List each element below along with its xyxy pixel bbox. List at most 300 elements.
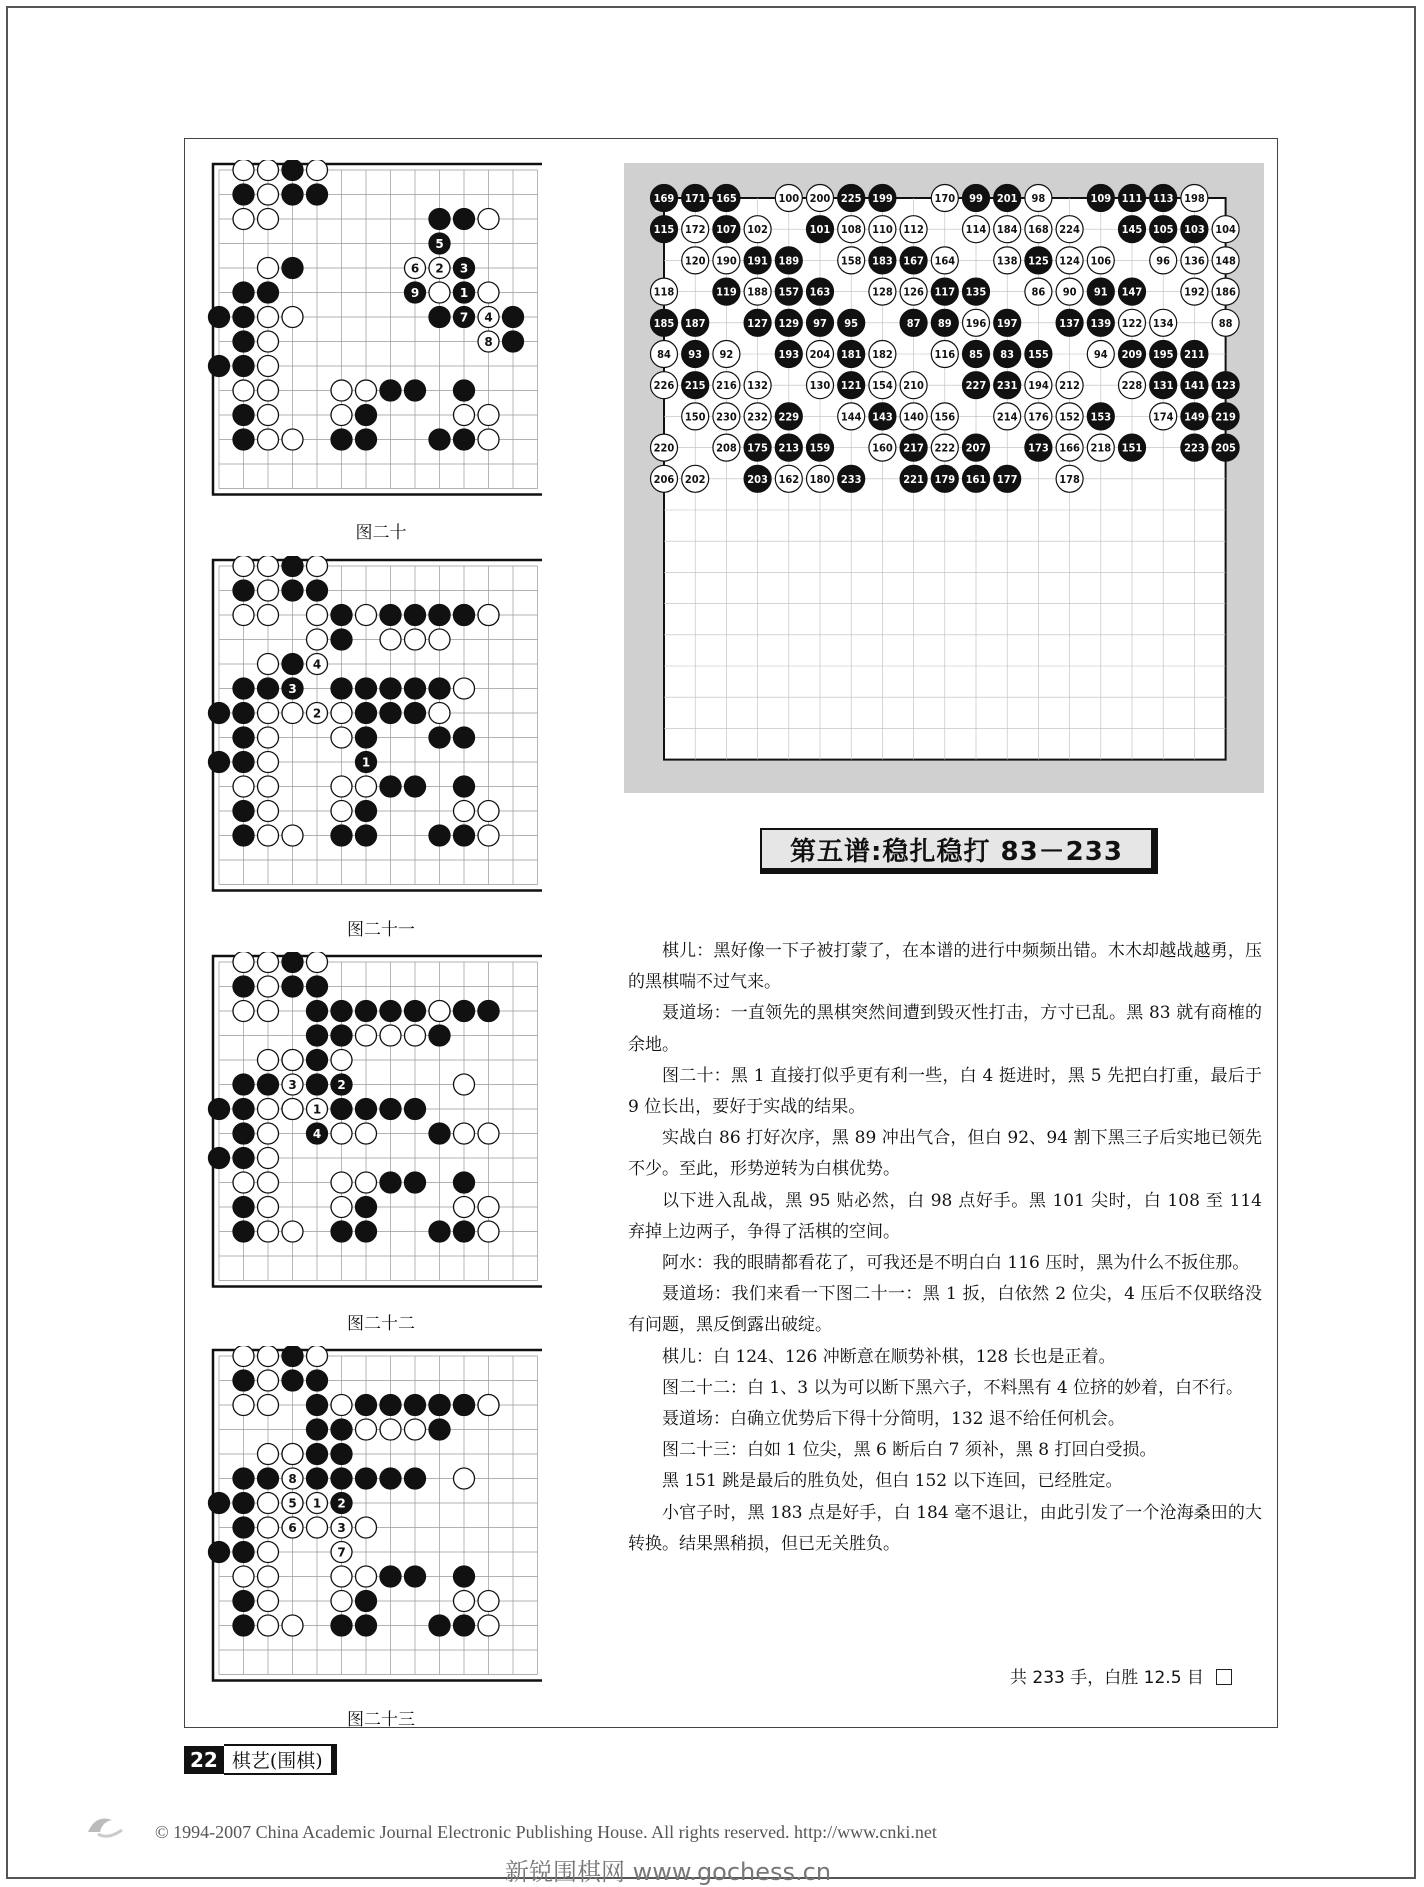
- move-number: 4: [484, 310, 493, 325]
- black-stone: [503, 307, 524, 328]
- white-stone: [233, 160, 254, 181]
- black-stone: [900, 247, 927, 274]
- black-stone: [1119, 278, 1146, 305]
- black-stone: [356, 801, 377, 822]
- white-stone: [307, 1493, 328, 1514]
- white-stone: [869, 341, 896, 368]
- white-stone: [331, 1197, 352, 1218]
- black-stone: [429, 209, 450, 230]
- black-stone: [233, 678, 254, 699]
- black-stone: [1119, 341, 1146, 368]
- white-stone: [713, 341, 740, 368]
- black-stone: [1181, 403, 1208, 430]
- black-stone: [775, 403, 802, 430]
- white-stone: [331, 405, 352, 426]
- white-stone: [258, 703, 279, 724]
- white-stone: [931, 341, 958, 368]
- move-number: 182: [872, 348, 893, 361]
- move-number: 4: [312, 1127, 322, 1141]
- black-stone: [838, 465, 865, 492]
- move-number: 178: [1059, 472, 1080, 486]
- magazine-name: 棋艺(围棋): [224, 1744, 337, 1775]
- white-stone: [331, 380, 352, 401]
- white-stone: [682, 403, 709, 430]
- black-stone: [1119, 434, 1146, 461]
- black-stone: [454, 282, 475, 303]
- black-stone: [307, 1468, 328, 1489]
- black-stone: [454, 307, 475, 328]
- move-number: 181: [840, 348, 862, 361]
- black-stone: [775, 434, 802, 461]
- move-number: 90: [1062, 285, 1077, 299]
- move-number: 161: [965, 472, 987, 486]
- white-stone: [331, 1591, 352, 1612]
- move-number: 122: [1121, 316, 1143, 330]
- paragraph: 以下进入乱战，黑 95 贴必然，白 98 点好手。黑 101 尖时，白 108 至 114 弃掉上边两子，争得了活棋的空间。: [628, 1190, 1262, 1242]
- end-mark-icon: [1216, 1669, 1232, 1685]
- paragraph: 图二十三：白如 1 位尖，黑 6 断后白 7 须补，黑 8 打回白受损。: [662, 1440, 1157, 1461]
- black-stone: [209, 1493, 230, 1514]
- move-number: 233: [840, 472, 862, 486]
- move-number: 225: [840, 192, 862, 205]
- black-stone: [744, 247, 771, 274]
- move-number: 176: [1028, 410, 1049, 424]
- black-stone: [405, 282, 426, 303]
- move-number: 7: [459, 310, 469, 325]
- white-stone: [651, 341, 678, 368]
- black-stone: [282, 1370, 303, 1391]
- black-stone: [356, 1591, 377, 1612]
- black-stone: [233, 1074, 254, 1095]
- white-stone: [744, 372, 771, 399]
- white-stone: [454, 1468, 475, 1489]
- black-stone: [233, 1615, 254, 1636]
- move-number: 112: [903, 223, 924, 237]
- move-number: 136: [1184, 254, 1205, 268]
- move-number: 120: [684, 254, 706, 268]
- move-number: 163: [809, 285, 831, 299]
- white-stone: [233, 1566, 254, 1587]
- white-stone: [258, 1370, 279, 1391]
- black-stone: [380, 1468, 401, 1489]
- black-stone: [869, 403, 896, 430]
- black-stone: [1181, 372, 1208, 399]
- move-number: 132: [747, 379, 768, 393]
- white-stone: [478, 331, 499, 352]
- white-stone: [282, 1444, 303, 1465]
- white-stone: [651, 465, 678, 492]
- white-stone: [233, 209, 254, 230]
- black-stone: [307, 1001, 328, 1022]
- black-stone: [356, 727, 377, 748]
- white-stone: [651, 372, 678, 399]
- move-number: 211: [1184, 348, 1205, 361]
- black-stone: [429, 1123, 450, 1144]
- move-number: 209: [1121, 348, 1143, 361]
- white-stone: [258, 976, 279, 997]
- black-stone: [931, 309, 958, 336]
- white-stone: [900, 372, 927, 399]
- white-stone: [307, 629, 328, 650]
- black-stone: [282, 1346, 303, 1367]
- move-number: 4: [312, 657, 322, 672]
- move-number: 158: [840, 254, 862, 268]
- move-number: 95: [844, 316, 859, 330]
- white-stone: [807, 185, 834, 212]
- white-stone: [478, 1197, 499, 1218]
- move-number: 202: [684, 472, 706, 486]
- white-stone: [1087, 341, 1114, 368]
- black-stone: [331, 1221, 352, 1242]
- move-number: 147: [1121, 285, 1143, 299]
- white-stone: [233, 1395, 254, 1416]
- black-stone: [454, 727, 475, 748]
- black-stone: [651, 216, 678, 243]
- move-number: 1: [361, 755, 371, 770]
- white-stone: [258, 1517, 279, 1538]
- white-stone: [258, 605, 279, 626]
- white-stone: [994, 247, 1021, 274]
- white-stone: [331, 703, 352, 724]
- black-stone: [307, 184, 328, 205]
- diagram-fig21: [207, 556, 542, 896]
- black-stone: [807, 216, 834, 243]
- white-stone: [713, 434, 740, 461]
- move-number: 213: [778, 441, 800, 455]
- move-number: 2: [337, 1496, 346, 1511]
- move-number: 170: [934, 192, 956, 205]
- paragraph: 棋儿：白 124、126 冲断意在顺势补棋，128 长也是正着。: [662, 1346, 1116, 1367]
- black-stone: [1181, 341, 1208, 368]
- copyright-notice: © 1994-2007 China Academic Journal Electronic Publishing House. All rights reserved. http://www.cnki.net: [155, 1822, 937, 1842]
- move-number: 111: [1121, 192, 1143, 205]
- paragraph: 小官子时，黑 183 点是好手，白 184 毫不退让，由此引发了一个沧海桑田的大转换。结果黑稍损，但已无关胜负。: [628, 1502, 1262, 1554]
- white-stone: [282, 429, 303, 450]
- article-text: [628, 936, 1262, 1560]
- move-number: 171: [684, 192, 706, 205]
- move-number: 148: [1215, 254, 1236, 268]
- white-stone: [478, 209, 499, 230]
- white-stone: [258, 1123, 279, 1144]
- site-watermark: 新锐围棋网 www.gochess.cn: [505, 1858, 832, 1886]
- black-stone: [405, 1468, 426, 1489]
- black-stone: [838, 185, 865, 212]
- black-stone: [900, 309, 927, 336]
- move-number: 100: [778, 192, 800, 205]
- white-stone: [1056, 434, 1083, 461]
- black-stone: [1087, 278, 1114, 305]
- black-stone: [307, 1444, 328, 1465]
- white-stone: [775, 185, 802, 212]
- white-stone: [258, 405, 279, 426]
- black-stone: [713, 278, 740, 305]
- white-stone: [258, 556, 279, 577]
- move-number: 190: [716, 254, 737, 268]
- move-number: 167: [903, 254, 924, 268]
- move-number: 194: [1028, 379, 1049, 393]
- black-stone: [775, 247, 802, 274]
- white-stone: [307, 1517, 328, 1538]
- black-stone: [963, 372, 990, 399]
- move-number: 189: [778, 254, 800, 268]
- move-number: 108: [840, 223, 862, 237]
- move-number: 155: [1028, 348, 1049, 361]
- white-stone: [307, 952, 328, 973]
- black-stone: [405, 1172, 426, 1193]
- black-stone: [994, 465, 1021, 492]
- white-stone: [282, 825, 303, 846]
- white-stone: [331, 1542, 352, 1563]
- white-stone: [1119, 372, 1146, 399]
- black-stone: [963, 434, 990, 461]
- black-stone: [429, 1419, 450, 1440]
- black-stone: [429, 307, 450, 328]
- white-stone: [1056, 465, 1083, 492]
- white-stone: [478, 1221, 499, 1242]
- black-stone: [454, 209, 475, 230]
- move-number: 3: [288, 682, 297, 696]
- white-stone: [478, 1395, 499, 1416]
- black-stone: [282, 160, 303, 181]
- move-number: 98: [1031, 192, 1046, 205]
- page-footer: [184, 1744, 337, 1775]
- move-number: 229: [778, 410, 800, 424]
- white-stone: [331, 1050, 352, 1071]
- white-stone: [1056, 278, 1083, 305]
- white-stone: [282, 1615, 303, 1636]
- black-stone: [209, 356, 230, 377]
- white-stone: [454, 1591, 475, 1612]
- black-stone: [807, 278, 834, 305]
- move-number: 105: [1152, 223, 1174, 237]
- white-stone: [478, 825, 499, 846]
- black-stone: [380, 1099, 401, 1120]
- white-stone: [1056, 216, 1083, 243]
- white-stone: [258, 776, 279, 797]
- white-stone: [258, 380, 279, 401]
- move-number: 135: [965, 285, 987, 299]
- move-number: 119: [716, 285, 737, 299]
- paragraph: 聂道场：我们来看一下图二十一：黑 1 扳，白依然 2 位尖，4 压后不仅联络没有问题，黑反倒露出破绽。: [628, 1284, 1262, 1336]
- black-stone: [331, 605, 352, 626]
- black-stone: [331, 1615, 352, 1636]
- move-number: 110: [872, 223, 893, 237]
- white-stone: [454, 801, 475, 822]
- white-stone: [1025, 216, 1052, 243]
- white-stone: [869, 278, 896, 305]
- move-number: 126: [903, 285, 924, 299]
- black-stone: [356, 1001, 377, 1022]
- black-stone: [233, 1591, 254, 1612]
- white-stone: [307, 654, 328, 675]
- white-stone: [233, 1001, 254, 1022]
- move-number: 193: [778, 348, 800, 361]
- black-stone: [380, 1172, 401, 1193]
- black-stone: [233, 1493, 254, 1514]
- game-result: [1010, 1663, 1232, 1688]
- black-stone: [233, 825, 254, 846]
- move-number: 97: [813, 316, 827, 330]
- move-number: 141: [1184, 379, 1205, 393]
- caption-fig21: 图二十一: [347, 920, 415, 940]
- white-stone: [331, 1517, 352, 1538]
- move-number: 215: [684, 379, 706, 393]
- white-stone: [356, 1419, 377, 1440]
- black-stone: [209, 1099, 230, 1120]
- black-stone: [233, 1517, 254, 1538]
- move-number: 123: [1215, 379, 1236, 393]
- black-stone: [963, 185, 990, 212]
- white-stone: [233, 776, 254, 797]
- move-number: 201: [996, 192, 1018, 205]
- move-number: 143: [872, 410, 893, 424]
- white-stone: [1181, 278, 1208, 305]
- black-stone: [331, 1419, 352, 1440]
- move-number: 184: [996, 223, 1018, 237]
- black-stone: [454, 605, 475, 626]
- white-stone: [356, 1566, 377, 1587]
- caption-fig23: 图二十三: [347, 1710, 415, 1730]
- move-number: 86: [1031, 285, 1046, 299]
- move-number: 185: [653, 316, 675, 330]
- black-stone: [380, 776, 401, 797]
- move-number: 138: [996, 254, 1018, 268]
- white-stone: [233, 1346, 254, 1367]
- white-stone: [478, 429, 499, 450]
- white-stone: [282, 1099, 303, 1120]
- white-stone: [282, 703, 303, 724]
- cnki-logo-icon: [78, 1810, 134, 1844]
- white-stone: [1025, 372, 1052, 399]
- diagram-fig23: [207, 1346, 542, 1686]
- white-stone: [307, 556, 328, 577]
- white-stone: [869, 372, 896, 399]
- white-stone: [454, 1123, 475, 1144]
- white-stone: [258, 160, 279, 181]
- white-stone: [651, 434, 678, 461]
- black-stone: [209, 307, 230, 328]
- black-stone: [233, 801, 254, 822]
- black-stone: [454, 258, 475, 279]
- black-stone: [1025, 341, 1052, 368]
- black-stone: [429, 678, 450, 699]
- white-stone: [1056, 372, 1083, 399]
- move-number: 3: [288, 1078, 297, 1092]
- black-stone: [1150, 216, 1177, 243]
- black-stone: [405, 678, 426, 699]
- white-stone: [282, 1074, 303, 1095]
- move-number: 121: [840, 379, 862, 393]
- move-number: 127: [747, 316, 768, 330]
- result-text: 共 233 手，白胜 12.5 目: [1010, 1668, 1204, 1688]
- move-number: 218: [1090, 441, 1112, 455]
- move-number: 196: [965, 316, 987, 330]
- move-number: 226: [653, 379, 675, 393]
- black-stone: [454, 825, 475, 846]
- move-number: 145: [1121, 223, 1143, 237]
- white-stone: [258, 209, 279, 230]
- white-stone: [807, 341, 834, 368]
- white-stone: [258, 1148, 279, 1169]
- black-stone: [233, 976, 254, 997]
- black-stone: [994, 185, 1021, 212]
- black-stone: [994, 309, 1021, 336]
- white-stone: [1150, 309, 1177, 336]
- black-stone: [454, 429, 475, 450]
- black-stone: [380, 605, 401, 626]
- white-stone: [233, 380, 254, 401]
- white-stone: [258, 1197, 279, 1218]
- white-stone: [963, 309, 990, 336]
- white-stone: [429, 703, 450, 724]
- move-number: 151: [1121, 441, 1143, 455]
- move-number: 166: [1059, 441, 1080, 455]
- white-stone: [1087, 247, 1114, 274]
- move-number: 197: [996, 316, 1018, 330]
- move-number: 1: [312, 1102, 322, 1117]
- black-stone: [356, 429, 377, 450]
- black-stone: [233, 1221, 254, 1242]
- black-stone: [380, 1395, 401, 1416]
- move-number: 92: [719, 348, 734, 361]
- black-stone: [651, 309, 678, 336]
- move-number: 93: [688, 348, 703, 361]
- move-number: 169: [653, 192, 675, 205]
- page-number: 22: [184, 1746, 224, 1774]
- black-stone: [744, 434, 771, 461]
- white-stone: [713, 403, 740, 430]
- black-stone: [1025, 434, 1052, 461]
- black-stone: [429, 605, 450, 626]
- black-stone: [405, 1395, 426, 1416]
- black-stone: [209, 752, 230, 773]
- black-stone: [1181, 216, 1208, 243]
- move-number: 113: [1152, 192, 1174, 205]
- black-stone: [682, 341, 709, 368]
- white-stone: [651, 278, 678, 305]
- move-number: 206: [653, 472, 675, 486]
- move-number: 3: [337, 1521, 346, 1535]
- move-number: 228: [1121, 379, 1143, 393]
- paragraph: 实战白 86 打好次序，黑 89 冲出气合，但白 92、94 割下黑三子后实地已领先不少。至此，形势逆转为白棋优势。: [628, 1128, 1262, 1180]
- move-number: 150: [684, 410, 706, 424]
- black-stone: [713, 216, 740, 243]
- move-number: 103: [1184, 223, 1205, 237]
- move-number: 1: [312, 1496, 322, 1511]
- black-stone: [209, 1542, 230, 1563]
- black-stone: [478, 1001, 499, 1022]
- black-stone: [356, 825, 377, 846]
- black-stone: [307, 976, 328, 997]
- black-stone: [380, 1001, 401, 1022]
- black-stone: [331, 1025, 352, 1046]
- move-number: 102: [747, 223, 768, 237]
- black-stone: [307, 580, 328, 601]
- move-number: 230: [716, 410, 737, 424]
- white-stone: [1025, 185, 1052, 212]
- paragraph: 黑 151 跳是最后的胜负处，但白 152 以下连回，已经胜定。: [662, 1471, 1123, 1492]
- white-stone: [900, 216, 927, 243]
- white-stone: [356, 776, 377, 797]
- move-number: 129: [778, 316, 800, 330]
- white-stone: [1181, 247, 1208, 274]
- black-stone: [429, 727, 450, 748]
- black-stone: [454, 1172, 475, 1193]
- move-number: 109: [1090, 192, 1112, 205]
- black-stone: [744, 309, 771, 336]
- black-stone: [994, 372, 1021, 399]
- move-number: 137: [1059, 316, 1080, 330]
